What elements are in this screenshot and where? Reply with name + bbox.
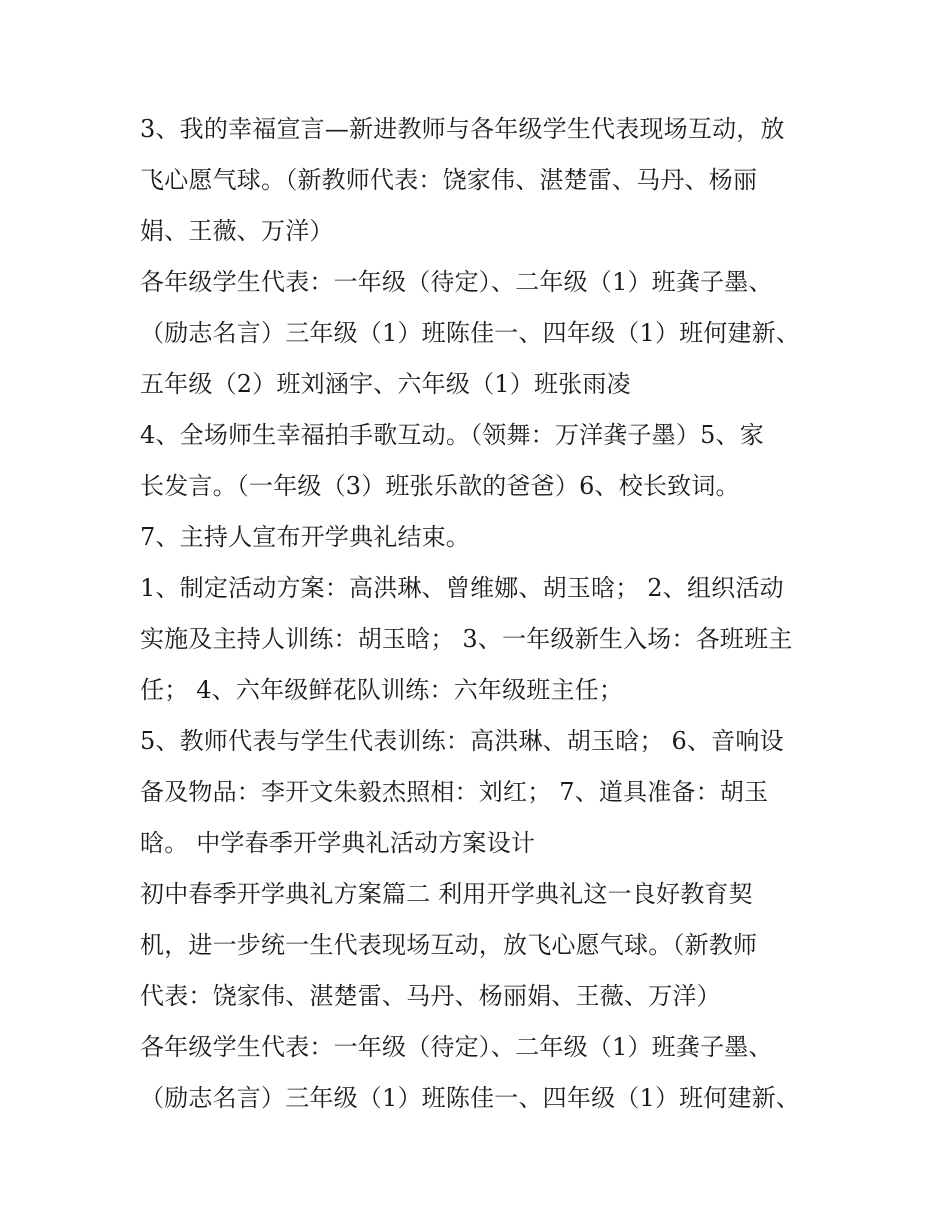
text-line: （励志名言）三年级（1）班陈佳一、四年级（1）班何建新、: [140, 319, 801, 347]
text-line: 1、制定活动方案：高洪琳、曾维娜、胡玉晗； 2、组织活动: [140, 574, 784, 602]
text-line: 晗。 中学春季开学典礼活动方案设计: [140, 829, 536, 857]
text-line: 长发言。（一年级（3）班张乐歆的爸爸）6、校长致词。: [140, 472, 740, 500]
text-line: （励志名言）三年级（1）班陈佳一、四年级（1）班何建新、: [140, 1084, 801, 1112]
text-line: 7、主持人宣布开学典礼结束。: [140, 523, 471, 551]
text-line: 4、全场师生幸福拍手歌互动。（领舞：万洋龚子墨）5、家: [140, 421, 764, 449]
text-line: 3、我的幸福宣言—新进教师与各年级学生代表现场互动，放: [140, 115, 785, 143]
text-line: 实施及主持人训练：胡玉晗； 3、一年级新生入场：各班班主: [140, 625, 793, 653]
text-line: 初中春季开学典礼方案篇二 利用开学典礼这一良好教育契: [140, 880, 753, 908]
text-line: 任； 4、六年级鲜花队训练：六年级班主任；: [140, 676, 624, 704]
text-line: 各年级学生代表：一年级（待定）、二年级（1）班龚子墨、: [140, 1033, 773, 1061]
text-line: 机，进一步统一生代表现场互动，放飞心愿气球。（新教师: [140, 931, 758, 959]
text-line: 代表：饶家伟、湛楚雷、马丹、杨丽娟、王薇、万洋）: [140, 982, 721, 1010]
text-line: 飞心愿气球。（新教师代表：饶家伟、湛楚雷、马丹、杨丽: [140, 166, 758, 194]
text-line: 娟、王薇、万洋）: [140, 217, 334, 245]
text-line: 五年级（2）班刘涵宇、六年级（1）班张雨凌: [140, 370, 631, 398]
text-line: 备及物品：李开文朱毅杰照相：刘红； 7、道具准备：胡玉: [140, 778, 769, 806]
text-line: 各年级学生代表：一年级（待定）、二年级（1）班龚子墨、: [140, 268, 773, 296]
text-line: 5、教师代表与学生代表训练：高洪琳、胡玉晗； 6、音响设: [140, 727, 784, 755]
document-body: [140, 104, 820, 1124]
